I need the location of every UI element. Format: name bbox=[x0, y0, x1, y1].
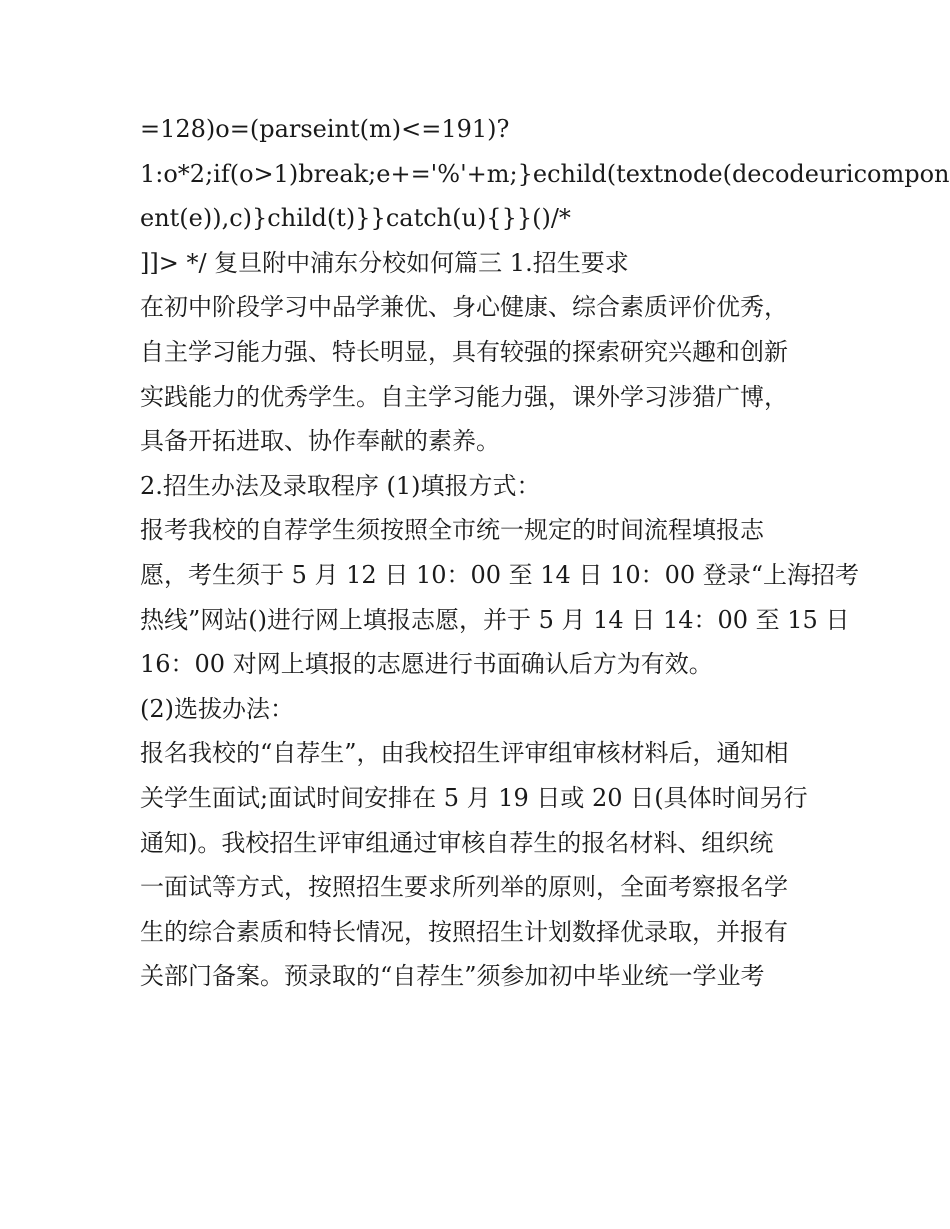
text-line: 关学生面试;面试时间安排在 5 月 19 日或 20 日(具体时间另行 bbox=[140, 783, 808, 812]
text-line: =128)o=(parseint(m)<=191)? bbox=[140, 115, 510, 143]
text-line: 生的综合素质和特长情况，按照招生计划数择优录取，并报有 bbox=[140, 917, 788, 946]
document-page bbox=[140, 107, 950, 999]
text-line: 报考我校的自荐学生须按照全市统一规定的时间流程填报志 bbox=[140, 516, 764, 545]
text-line: 热线”网站()进行网上填报志愿，并于 5 月 14 日 14：00 至 15 日 bbox=[140, 605, 850, 634]
text-line: 16：00 对网上填报的志愿进行书面确认后方为有效。 bbox=[140, 650, 713, 679]
text-line: 1:o*2;if(o>1)break;e+='%'+m;}echild(textnode(decodeuricompon bbox=[140, 159, 950, 188]
text-line: 在初中阶段学习中品学兼优、身心健康、综合素质评价优秀， bbox=[140, 293, 788, 322]
text-line: 具备开拓进取、协作奉献的素养。 bbox=[140, 427, 500, 456]
text-line: ent(e)),c)}child(t)}}catch(u){}}()/* bbox=[140, 204, 571, 233]
text-line: 报名我校的“自荐生”，由我校招生评审组审核材料后，通知相 bbox=[140, 739, 789, 768]
section-heading-line: ]]> */ 复旦附中浦东分校如何篇三 1.招生要求 bbox=[140, 248, 629, 277]
text-line: 通知)。我校招生评审组通过审核自荐生的报名材料、组织统 bbox=[140, 828, 774, 857]
text-line: 愿，考生须于 5 月 12 日 10：00 至 14 日 10：00 登录“上海招考 bbox=[140, 560, 860, 589]
text-line: 一面试等方式，按照招生要求所列举的原则，全面考察报名学 bbox=[140, 873, 788, 902]
text-line: 实践能力的优秀学生。自主学习能力强，课外学习涉猎广博， bbox=[140, 382, 788, 411]
subsection-heading-line: (2)选拔办法： bbox=[140, 694, 294, 723]
text-line: 自主学习能力强、特长明显，具有较强的探索研究兴趣和创新 bbox=[140, 337, 788, 366]
section-heading-line: 2.招生办法及录取程序 (1)填报方式： bbox=[140, 471, 541, 500]
text-line: 关部门备案。预录取的“自荐生”须参加初中毕业统一学业考 bbox=[140, 962, 765, 991]
